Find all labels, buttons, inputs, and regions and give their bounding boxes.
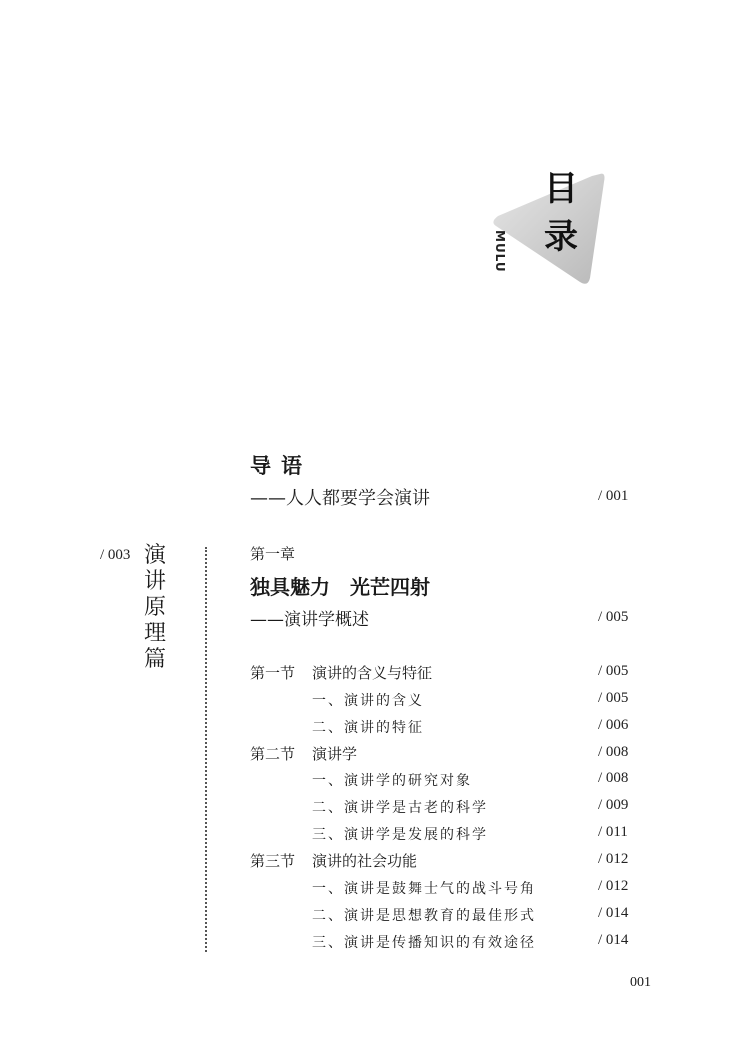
- toc-item-title: 二、演讲的特征: [312, 720, 424, 736]
- intro-subtitle: ——人人都要学会演讲: [250, 488, 430, 509]
- toc-item-title: 一、演讲学的研究对象: [312, 773, 472, 789]
- toc-item-title: 二、演讲是思想教育的最佳形式: [312, 908, 536, 924]
- toc-item-page: / 014: [598, 905, 629, 921]
- toc-item-page: / 008: [598, 770, 629, 786]
- section-label: 第二节: [250, 745, 296, 763]
- intro-title: 导语: [250, 454, 312, 478]
- toc-item-page: / 005: [598, 690, 629, 706]
- section-page: / 005: [598, 663, 629, 679]
- section-title: 演讲学: [312, 745, 358, 763]
- toc-item-title: 三、演讲学是发展的科学: [312, 827, 488, 843]
- toc-item-page: / 009: [598, 797, 629, 813]
- section-label: 第一节: [250, 664, 296, 682]
- section-page: / 008: [598, 744, 629, 760]
- section-title: 演讲的社会功能: [312, 852, 418, 870]
- toc-item-page: / 014: [598, 932, 629, 948]
- section-title: 演讲的含义与特征: [312, 664, 433, 682]
- toc-item-page: / 006: [598, 717, 629, 733]
- section-page: / 012: [598, 851, 629, 867]
- part-title: 演讲原理篇: [144, 543, 167, 672]
- chapter-title: 独具魅力 光芒四射: [250, 575, 430, 599]
- toc-item-page: / 011: [598, 824, 628, 840]
- badge-char-lu: 录: [544, 217, 578, 257]
- page-number: 001: [630, 975, 651, 990]
- chapter-subtitle: ——演讲学概述: [250, 610, 369, 630]
- intro-page: / 001: [598, 488, 629, 504]
- toc-item-page: / 012: [598, 878, 629, 894]
- toc-item-title: 一、演讲是鼓舞士气的战斗号角: [312, 881, 536, 897]
- contents-badge: [488, 170, 608, 288]
- badge-pinyin: MULU: [493, 230, 507, 273]
- section-label: 第三节: [250, 852, 296, 870]
- chapter-page: / 005: [598, 609, 629, 625]
- badge-char-mu: 目: [544, 169, 578, 209]
- toc-item-title: 三、演讲是传播知识的有效途径: [312, 935, 536, 951]
- dotted-divider: [205, 547, 207, 952]
- toc-item-title: 一、演讲的含义: [312, 693, 424, 709]
- part-page: / 003: [100, 547, 131, 563]
- toc-item-title: 二、演讲学是古老的科学: [312, 800, 488, 816]
- chapter-label: 第一章: [250, 545, 296, 563]
